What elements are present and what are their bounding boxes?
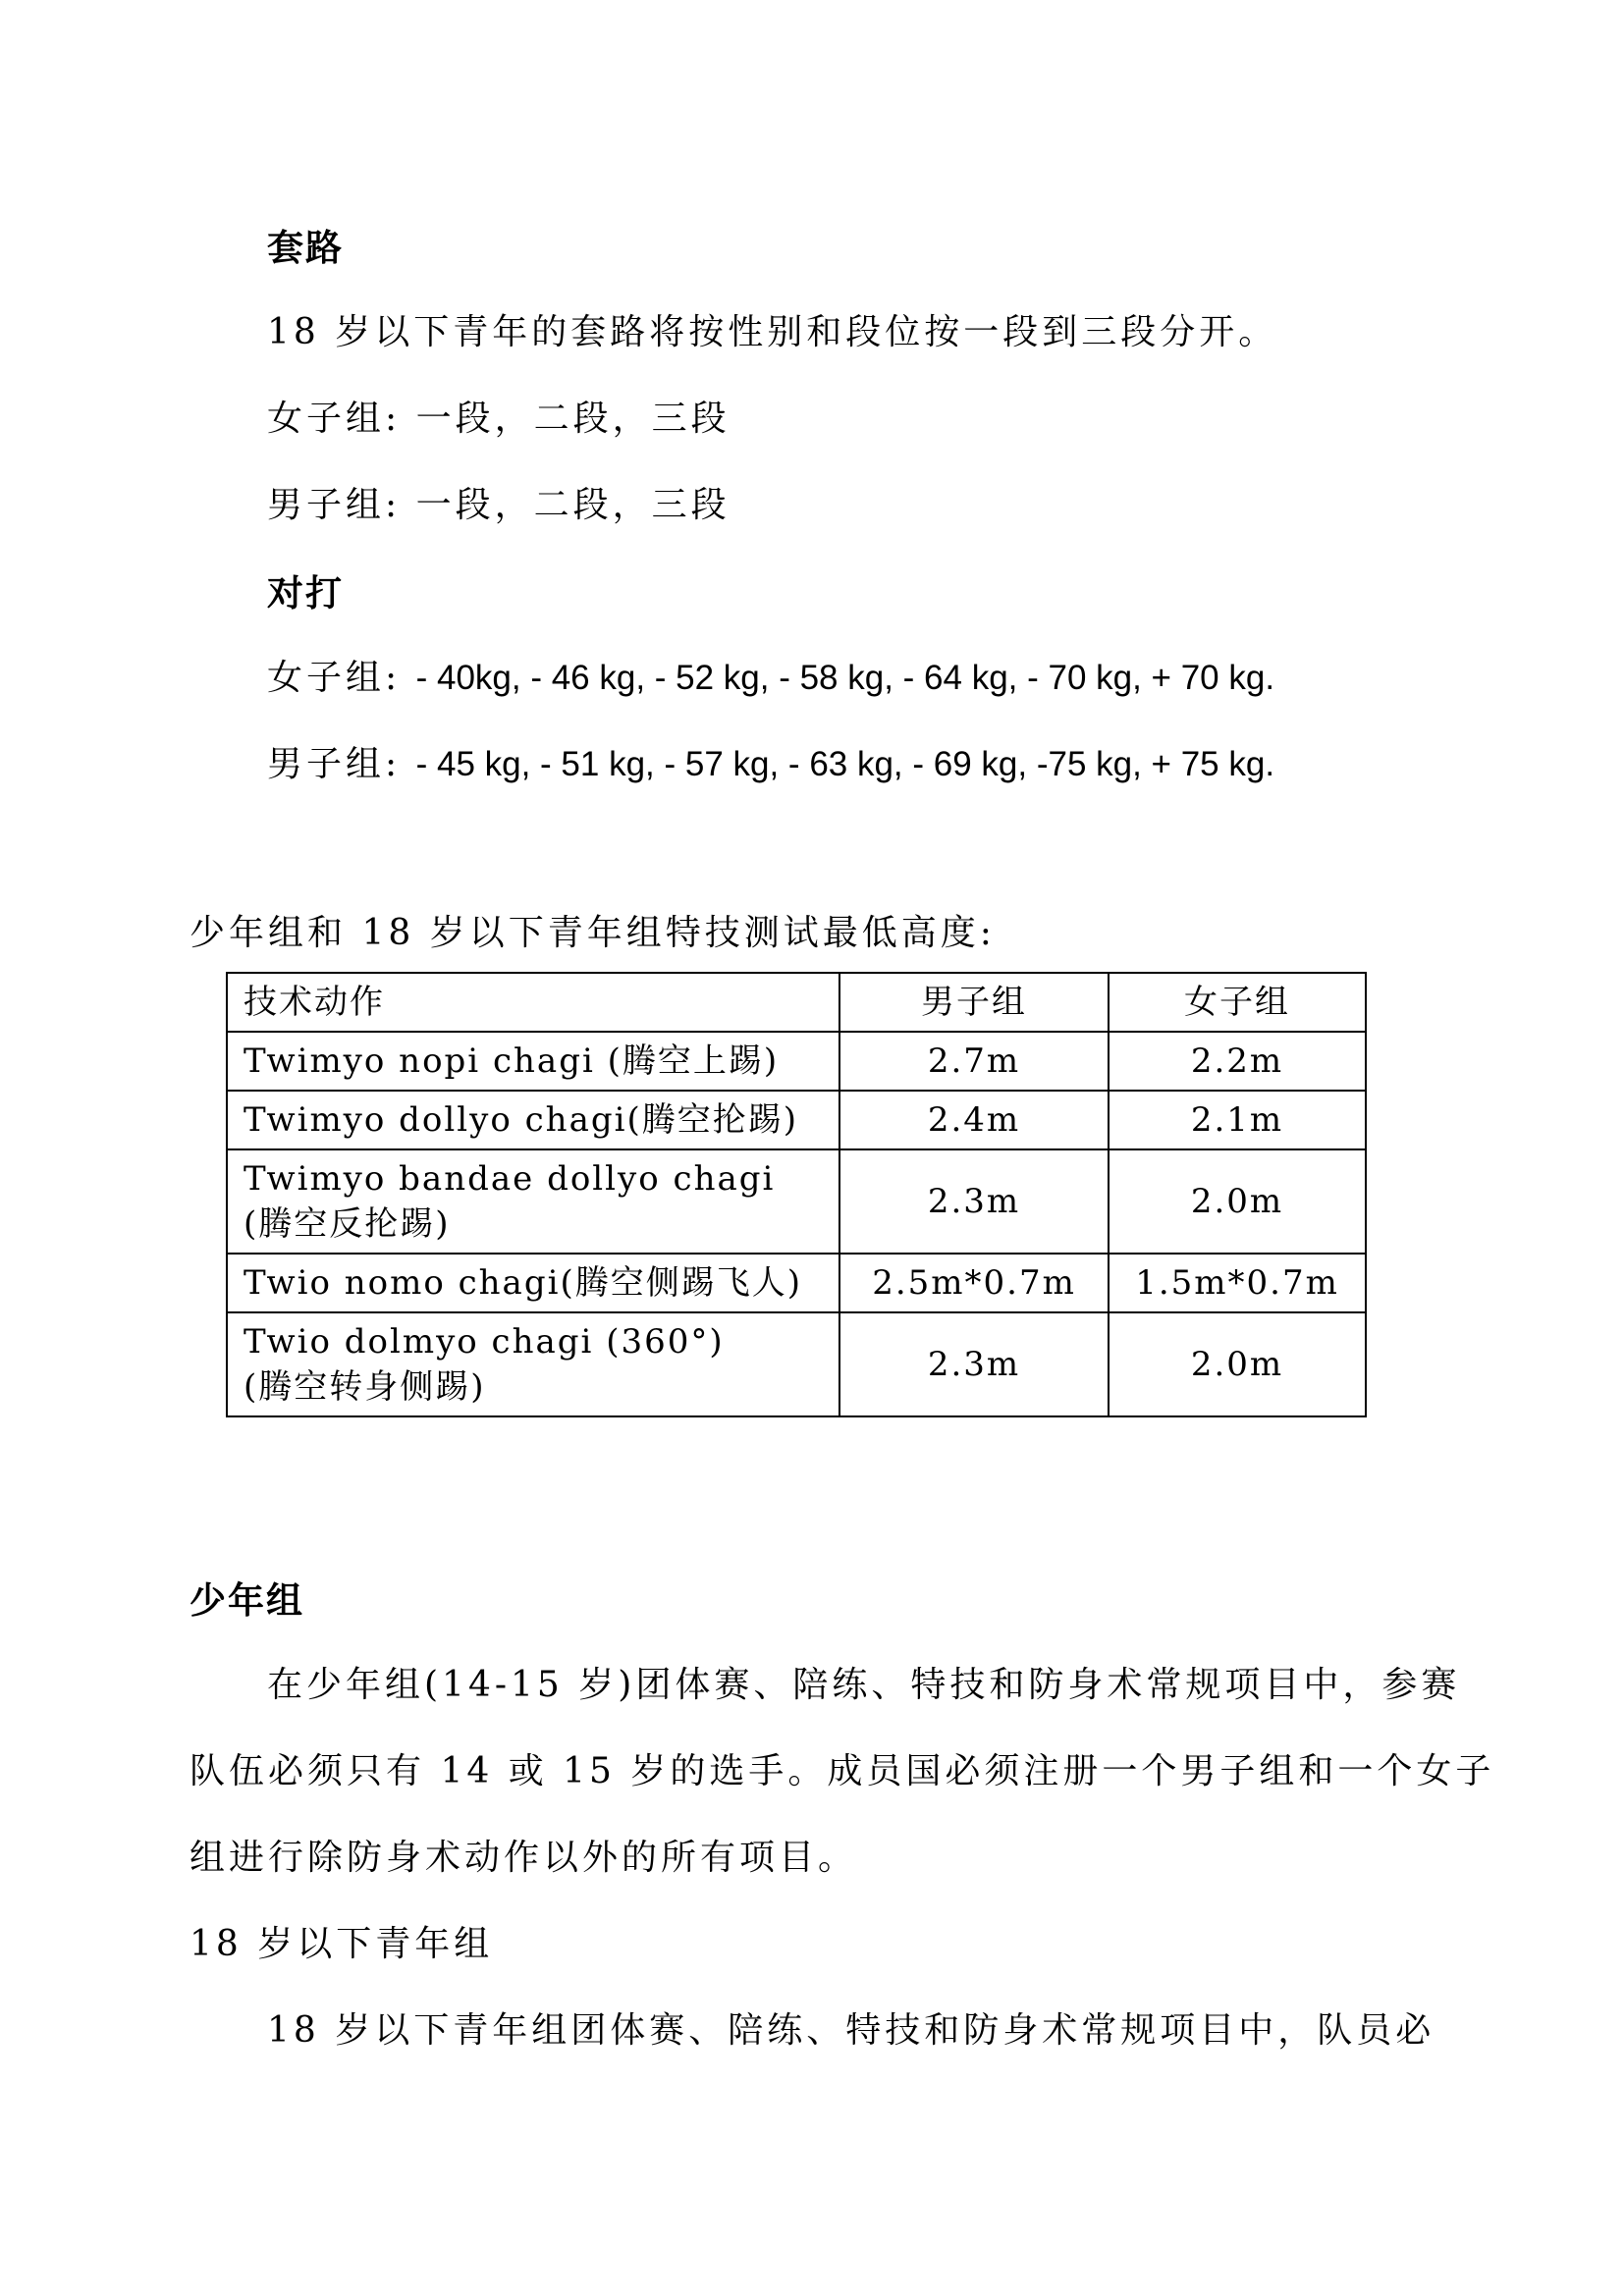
male-height-cell: 2.3m [839, 1312, 1109, 1416]
forms-intro: 18 岁以下青年的套路将按性别和段位按一段到三段分开。 [267, 312, 1278, 352]
female-weights: - 40kg, - 46 kg, - 52 kg, - 58 kg, - 64 kg, - 70 kg, + 70 kg. [415, 659, 1275, 697]
sparring-male-line [267, 736, 1274, 786]
technique-cell: Twio nomo chagi(腾空侧踢飞人) [227, 1254, 839, 1312]
table-header-row [227, 973, 1366, 1032]
technique-chinese: (腾空转身侧踢) [244, 1367, 486, 1407]
header-female: 女子组 [1109, 973, 1366, 1032]
female-height-cell: 1.5m*0.7m [1109, 1254, 1366, 1312]
male-height-cell: 2.3m [839, 1149, 1109, 1254]
technique-cell: Twimyo nopi chagi (腾空上踢) [227, 1032, 839, 1091]
sparring-female-line [267, 650, 1274, 700]
header-technique: 技术动作 [227, 973, 839, 1032]
technique-name: Twimyo bandae dollyo chagi [244, 1159, 776, 1199]
female-height-cell: 2.0m [1109, 1312, 1366, 1416]
table-row [227, 1254, 1366, 1312]
technique-cell: Twimyo dollyo chagi(腾空抡踢) [227, 1091, 839, 1149]
male-height-cell: 2.5m*0.7m [839, 1254, 1109, 1312]
female-height-cell: 2.2m [1109, 1032, 1366, 1091]
male-label: 男子组: [267, 744, 402, 784]
junior-paragraph-line: 组进行除防身术动作以外的所有项目。 [189, 1838, 858, 1878]
male-height-cell: 2.7m [839, 1032, 1109, 1091]
youth-heading: 18 岁以下青年组 [189, 1924, 494, 1964]
junior-paragraph-line: 队伍必须只有 14 或 15 岁的选手。成员国必须注册一个男子组和一个女子 [189, 1751, 1495, 1791]
junior-heading: 少年组 [189, 1579, 304, 1622]
female-height-cell: 2.0m [1109, 1149, 1366, 1254]
technique-cell [227, 1312, 839, 1416]
sparring-heading: 对打 [267, 572, 344, 614]
height-table [226, 972, 1367, 1417]
male-ranks: 一段，二段，三段 [415, 485, 731, 525]
technique-cell [227, 1149, 839, 1254]
forms-male-line [267, 477, 731, 527]
table-row [227, 1312, 1366, 1416]
technique-chinese: (腾空反抡踢) [244, 1204, 451, 1244]
male-label: 男子组: [267, 485, 402, 525]
technique-name: Twio dolmyo chagi (360°) [244, 1322, 725, 1362]
forms-heading: 套路 [267, 227, 344, 269]
female-label: 女子组: [267, 399, 402, 439]
female-label: 女子组: [267, 658, 402, 698]
junior-paragraph-line: 在少年组(14-15 岁)团体赛、陪练、特技和防身术常规项目中，参赛 [267, 1665, 1461, 1705]
table-row [227, 1149, 1366, 1254]
table-caption: 少年组和 18 岁以下青年组特技测试最低高度: [189, 913, 996, 953]
youth-paragraph-line: 18 岁以下青年组团体赛、陪练、特技和防身术常规项目中，队员必 [267, 2010, 1435, 2051]
table-row [227, 1091, 1366, 1149]
female-ranks: 一段，二段，三段 [415, 399, 731, 439]
male-weights: - 45 kg, - 51 kg, - 57 kg, - 63 kg, - 69 kg, -75 kg, + 75 kg. [415, 745, 1275, 783]
male-height-cell: 2.4m [839, 1091, 1109, 1149]
table-row [227, 1032, 1366, 1091]
header-male: 男子组 [839, 973, 1109, 1032]
forms-female-line [267, 391, 731, 441]
female-height-cell: 2.1m [1109, 1091, 1366, 1149]
